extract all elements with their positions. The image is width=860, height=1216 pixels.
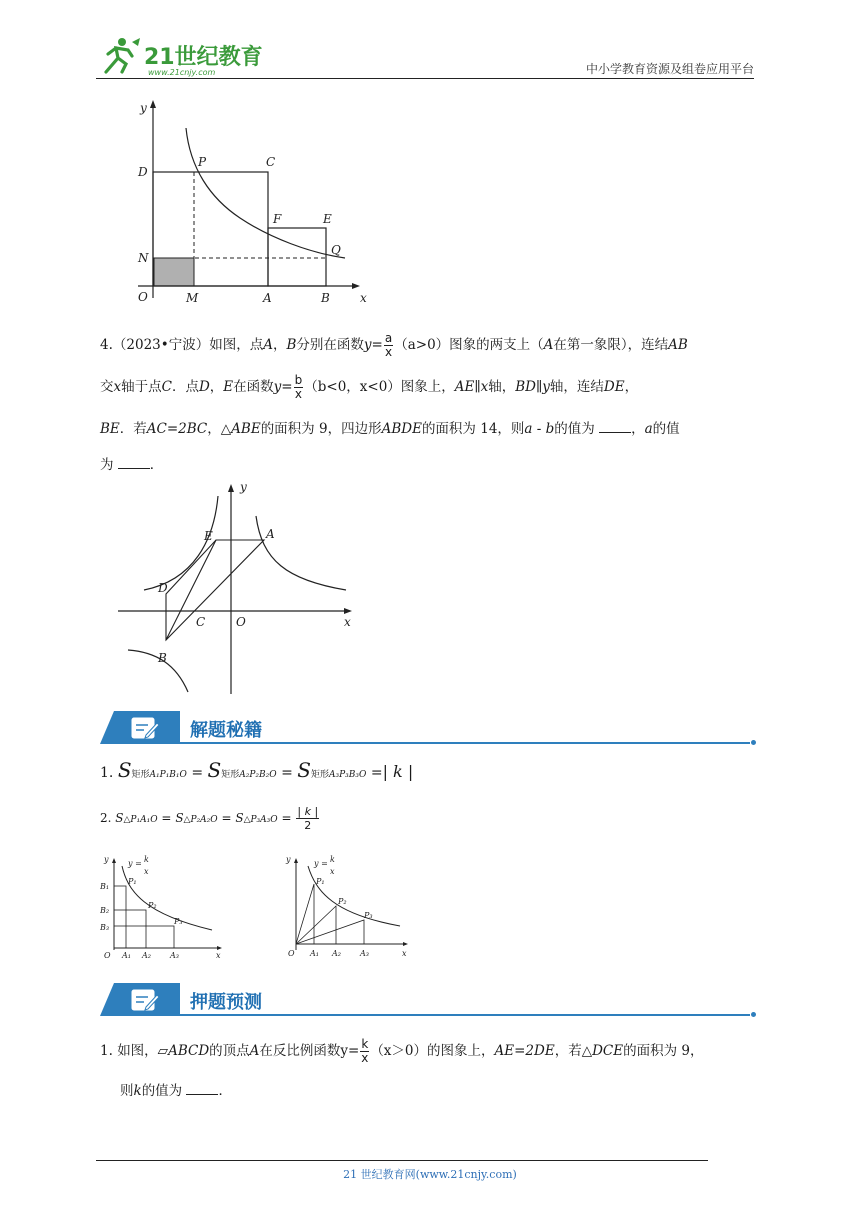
svg-text:B: B [321, 291, 330, 305]
svg-text:E: E [204, 529, 213, 543]
header-platform-text: 中小学教育资源及组卷应用平台 [585, 62, 754, 76]
figure-hyperbola-quadrilateral [116, 480, 362, 696]
svg-text:A₃: A₃ [170, 951, 179, 960]
svg-text:A: A [266, 527, 275, 541]
svg-text:B₁: B₁ [100, 882, 110, 891]
svg-text:k: k [330, 855, 335, 864]
svg-text:x: x [144, 867, 149, 876]
svg-text:y: y [286, 855, 291, 864]
svg-text:B: B [158, 651, 167, 665]
section-title: 解题秘籍 [190, 720, 262, 741]
svg-text:x: x [402, 949, 407, 958]
svg-text:y =: y = [128, 859, 142, 868]
q1-line1: 1. 如图，▱ABCD的顶点A在反比例函数y= $\frac{k}{x}$ （x＞0）的图象上，AE=2DE，若△DCE的面积为 9， [100, 1037, 704, 1065]
tip-formula-2: 2. S△P₁A₁O = S△P₂A₂O = S△P₃A₃O = $\frac{| k |}{2}$ [100, 805, 319, 832]
tip-formula-1: 1. S矩形A₁P₁B₁O = S矩形A₂P₂B₂O = S矩形A₃P₃B₃O =| k | [100, 758, 414, 782]
q4-line1: 4.（2023•宁波）如图，点A，B分别在函数y= $\frac{a}{x}$ （a>0）图象的两支上（A在第一象限），连结AB [100, 331, 688, 359]
notepad-icon [130, 987, 160, 1013]
fraction-a-over-x: $\frac{a}{x}$ [384, 331, 393, 359]
logo-url: www.21cnjy.com [148, 68, 216, 77]
answer-blank-2[interactable] [118, 456, 150, 469]
svg-text:B₂: B₂ [100, 906, 110, 915]
svg-text:x: x [330, 867, 335, 876]
svg-text:x: x [344, 615, 351, 629]
answer-blank-3[interactable] [186, 1082, 218, 1095]
svg-text:y: y [240, 480, 247, 494]
tip-figure-rectangles [100, 852, 226, 962]
svg-text:O: O [236, 615, 246, 629]
svg-text:C: C [266, 155, 276, 169]
svg-text:Q: Q [331, 243, 341, 257]
section-title: 押题预测 [190, 992, 262, 1013]
section-banner-tips [100, 708, 756, 744]
question-4 [100, 330, 764, 480]
svg-text:A₁: A₁ [122, 951, 131, 960]
svg-text:C: C [196, 615, 206, 629]
header-divider [96, 78, 754, 79]
q4-line3: BE．若AC=2BC，△ABE的面积为 9，四边形ABDE的面积为 14，则a - b的值为 ，a的值 [100, 421, 680, 437]
svg-text:y: y [140, 101, 147, 115]
svg-text:A₂: A₂ [332, 949, 341, 958]
footer-divider [96, 1160, 708, 1161]
q4-line4: 为 ． [100, 457, 164, 473]
svg-text:P₁: P₁ [128, 877, 137, 886]
svg-text:P₂: P₂ [338, 897, 347, 906]
svg-text:P₃: P₃ [174, 917, 183, 926]
site-logo [96, 34, 266, 78]
hyperbola-branch-2 [144, 496, 218, 590]
tip-figure-triangles [284, 852, 412, 962]
svg-text:P₃: P₃ [364, 911, 373, 920]
hyperbola-curve [186, 128, 345, 258]
footer-text: 21 世纪教育网(www.21cnjy.com) [343, 1168, 517, 1181]
rectangle-AFEB [268, 228, 326, 286]
logo-text: 21世纪教育 [144, 45, 263, 70]
svg-text:O: O [288, 949, 295, 958]
svg-text:O: O [138, 290, 148, 304]
shaded-rectangle [154, 258, 194, 286]
svg-text:P: P [198, 155, 207, 169]
svg-text:D: D [158, 581, 168, 595]
svg-text:A: A [263, 291, 272, 305]
svg-text:F: F [273, 212, 282, 226]
svg-text:A₂: A₂ [142, 951, 151, 960]
fraction-b-over-x: $\frac{b}{x}$ [294, 373, 303, 401]
svg-text:N: N [138, 251, 149, 265]
figure-rectangles-hyperbola [120, 98, 380, 312]
svg-text:x: x [216, 951, 221, 960]
section-banner-prediction [100, 980, 756, 1016]
runner-icon [106, 38, 140, 72]
svg-text:E: E [323, 212, 332, 226]
svg-text:A₃: A₃ [360, 949, 369, 958]
q4-line2: 交x轴于点C．点D，E在函数y= $\frac{b}{x}$ （b<0，x<0）图象上，AE∥x轴，BD∥y轴，连结DE， [100, 373, 639, 401]
svg-text:M: M [186, 291, 199, 305]
svg-text:x: x [360, 291, 367, 305]
svg-text:k: k [144, 855, 149, 864]
notepad-icon [130, 715, 160, 741]
svg-text:O: O [104, 951, 111, 960]
svg-text:y: y [104, 855, 109, 864]
svg-text:P₂: P₂ [148, 901, 157, 910]
svg-text:y =: y = [314, 859, 328, 868]
svg-text:B₃: B₃ [100, 923, 110, 932]
fraction-k-over-x: $\frac{k}{x}$ [361, 1037, 369, 1065]
question-1 [100, 1036, 764, 1106]
svg-text:P₁: P₁ [316, 877, 325, 886]
svg-text:D: D [138, 165, 148, 179]
q1-line2: 则k的值为 ． [120, 1083, 232, 1099]
answer-blank-1[interactable] [599, 420, 631, 433]
svg-text:A₁: A₁ [310, 949, 319, 958]
